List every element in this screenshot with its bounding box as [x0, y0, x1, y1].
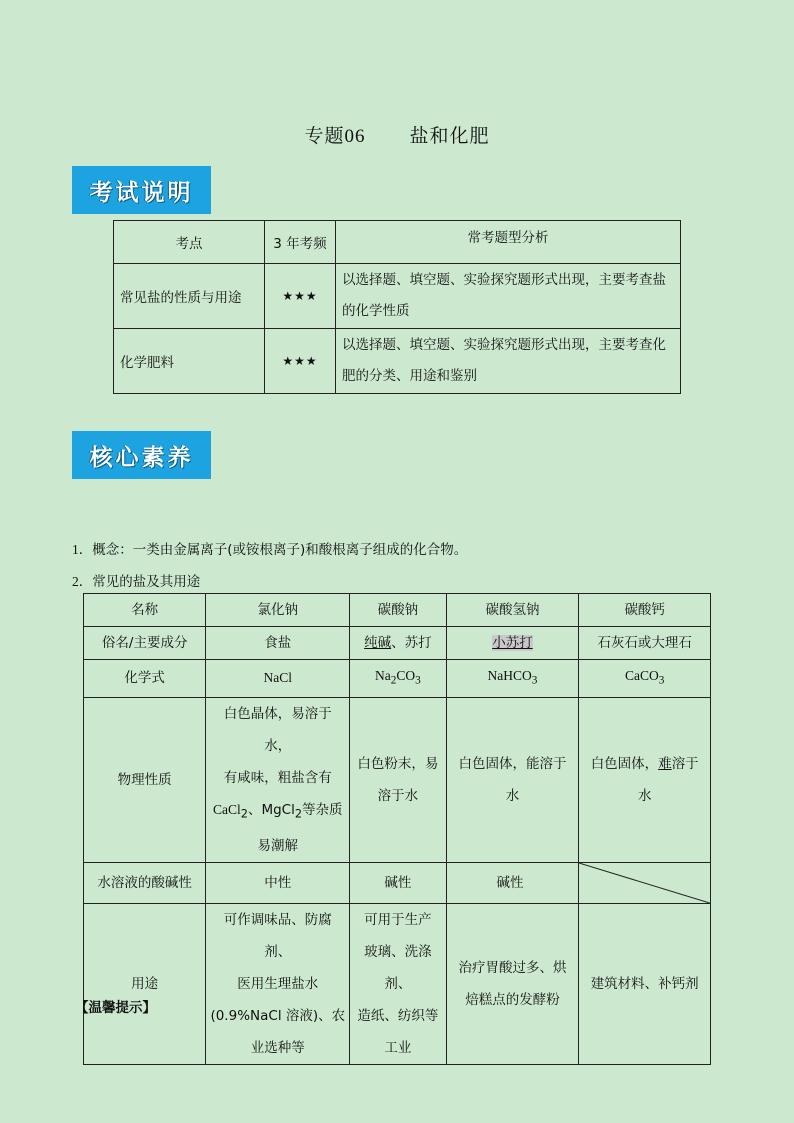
physical-caco3: [579, 697, 711, 863]
cell-line: 易潮解: [257, 838, 299, 855]
table-row: [84, 863, 711, 904]
cell-text: 溶于: [671, 756, 699, 773]
table-row: [114, 264, 681, 329]
cell-line: 玻璃、洗涤剂、: [364, 944, 432, 993]
salt-table-header-row: [84, 594, 711, 627]
cell-text: 等杂质: [302, 801, 343, 818]
cell-line: 可用于生产: [364, 912, 432, 929]
common-name-na2co3: [350, 627, 446, 660]
physical-na2co3: [350, 697, 446, 863]
formula-sub: 2: [240, 807, 248, 821]
title-prefix: 专题: [304, 125, 345, 147]
exam-point: 常见盐的性质与用途: [114, 264, 265, 329]
table-row: [114, 329, 681, 394]
cell-line: 溶于水: [377, 788, 419, 805]
formula-caco3: [579, 660, 711, 698]
cell-line: 可作调味品、防腐剂、: [223, 912, 332, 961]
exam-analysis: 以选择题、填空题、实验探究题形式出现，主要考查化肥的分类、用途和鉴别: [336, 329, 681, 394]
salt-header-name: 名称: [84, 594, 206, 627]
core-literacy-banner: 核心素养: [72, 431, 211, 479]
physical-label: 物理性质: [84, 697, 206, 863]
ph-na2co3: 碱性: [350, 863, 446, 904]
cell-line: 工业: [384, 1040, 412, 1057]
concept-text: 概念：一类由金属离子(或铵根离子)和酸根离子组成的化合物。: [92, 542, 468, 558]
cell-line: 医用生理盐水: [237, 976, 319, 993]
salt-header-na2co3: 碳酸钠: [350, 594, 446, 627]
page-title: [0, 121, 794, 148]
diagonal-line: [579, 863, 710, 903]
paragraph-number: 1．: [72, 542, 93, 557]
exam-point: 化学肥料: [114, 329, 265, 394]
exam-table: [113, 220, 681, 394]
formula-nacl: NaCl: [206, 660, 350, 698]
cell-line: 水: [505, 788, 520, 805]
salt-header-nacl: 氯化钠: [206, 594, 350, 627]
paragraph-number: 2．: [72, 574, 93, 589]
formula-sub: 3: [415, 674, 421, 687]
ph-nacl: 中性: [206, 863, 350, 904]
salt-header-nahco3: 碳酸氢钠: [446, 594, 579, 627]
uses-nacl: [206, 904, 350, 1065]
formula-part: CaCl: [213, 801, 241, 817]
salt-header-caco3: 碳酸钙: [579, 594, 711, 627]
cell-line: 水: [637, 788, 652, 805]
uses-caco3: 建筑材料、补钙剂: [579, 904, 711, 1065]
common-name-na2co3-a: 纯碱: [364, 635, 392, 651]
cell-line: [583, 748, 706, 780]
formula-na2co3: [350, 660, 446, 698]
uses-label: 用途: [84, 904, 206, 1065]
table-row: [84, 697, 711, 863]
table-row: [84, 904, 711, 1065]
cell-line: 白色晶体，易溶于水，: [223, 705, 332, 754]
warm-tip: 【温馨提示】: [75, 1000, 156, 1016]
table-row: [84, 660, 711, 698]
cell-text: 难: [658, 756, 672, 773]
common-name-nahco3-text: 小苏打: [492, 635, 533, 651]
ph-label: 水溶液的酸碱性: [84, 863, 206, 904]
salts-heading: [72, 570, 200, 590]
formula-part: Na: [374, 668, 391, 683]
exam-header-point: 考点: [114, 221, 265, 264]
common-name-nacl: 食盐: [206, 627, 350, 660]
exam-header-freq: 3 年考频: [265, 221, 336, 264]
exam-freq: ★★★: [265, 329, 336, 394]
cell-line: 治疗胃酸过多、烘: [458, 960, 567, 977]
formula-part: 、MgCl: [247, 801, 295, 818]
cell-line: 造纸、纺织等: [357, 1008, 439, 1025]
title-name: 盐和化肥: [409, 125, 490, 147]
formula-sub: 3: [531, 674, 538, 687]
formula-label: 化学式: [84, 660, 206, 698]
common-name-na2co3-b: 、苏打: [391, 635, 432, 651]
ph-caco3-diagonal: [579, 863, 711, 904]
formula-sub: 2: [294, 807, 303, 821]
exam-table-header-row: [114, 221, 681, 264]
salt-table: [83, 593, 711, 1065]
cell-line: 有咸味，粗盐含有: [223, 769, 332, 786]
title-number: 06: [344, 126, 366, 147]
ph-nahco3: 碱性: [446, 863, 579, 904]
physical-nacl: [206, 697, 350, 863]
cell-line: 白色粉末，易: [357, 756, 439, 773]
uses-na2co3: [350, 904, 446, 1065]
cell-line: [210, 794, 345, 831]
exam-freq: ★★★: [265, 264, 336, 329]
formula-sub: 3: [658, 674, 665, 687]
common-name-nahco3: [446, 627, 579, 660]
cell-line: 白色固体，能溶于: [458, 756, 567, 773]
table-row: [84, 627, 711, 660]
exam-analysis: 以选择题、填空题、实验探究题形式出现，主要考查盐的化学性质: [336, 264, 681, 329]
salts-heading-text: 常见的盐及其用途: [92, 574, 201, 590]
common-name-caco3: 石灰石或大理石: [579, 627, 711, 660]
cell-line: 焙糕点的发酵粉: [465, 992, 560, 1009]
uses-nahco3: [446, 904, 579, 1065]
formula-sub: 2: [390, 674, 397, 687]
common-name-label: 俗名/主要成分: [84, 627, 206, 660]
cell-text: 白色固体，: [590, 756, 659, 773]
cell-line: (0.9%NaCl 溶液)、农: [210, 1008, 346, 1025]
concept-paragraph: [72, 538, 467, 558]
exam-description-banner: 考试说明: [72, 166, 211, 214]
formula-nahco3: [446, 660, 579, 698]
physical-nahco3: [446, 697, 579, 863]
formula-part: CO: [396, 668, 416, 683]
exam-header-analysis: 常考题型分析: [336, 221, 681, 264]
cell-line: 业选种等: [250, 1040, 305, 1057]
formula-part: NaHCO: [487, 668, 532, 683]
formula-part: CaCO: [625, 668, 659, 683]
